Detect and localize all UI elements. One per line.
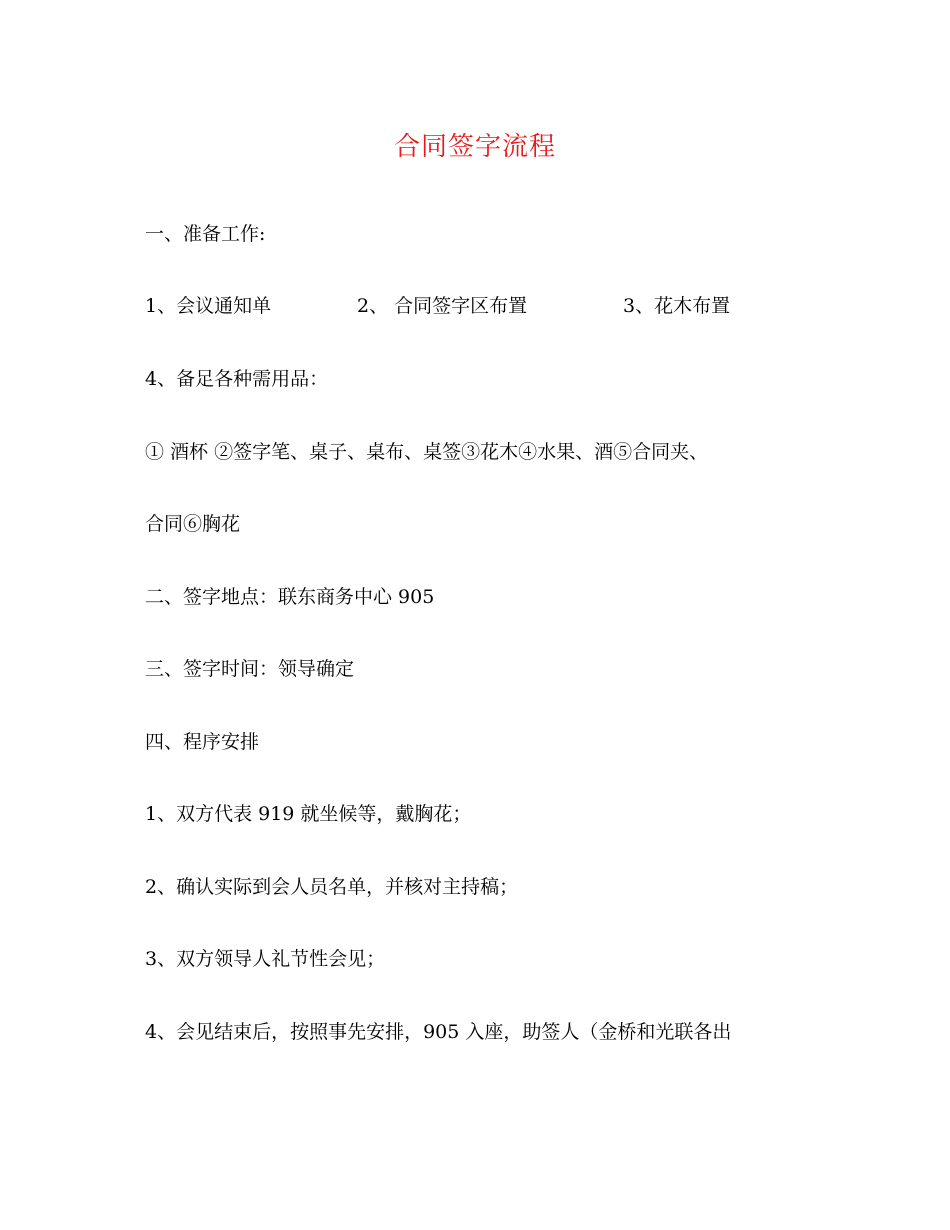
section-procedure-heading: 四、程序安排 — [145, 731, 260, 753]
document-title: 合同签字流程 — [393, 132, 556, 162]
section-prep-heading: 一、准备工作: — [145, 223, 266, 245]
prep-items-row — [145, 291, 805, 321]
procedure-step-2: 2、确认实际到会人员名单，并核对主持稿； — [145, 876, 519, 898]
supplies-list-line-2: 合同⑥胸花 — [145, 513, 241, 535]
supplies-heading: 4、备足各种需用品： — [145, 368, 329, 390]
signing-location: 二、签字地点：联东商务中心 905 — [145, 586, 435, 608]
prep-item-signing-area: 2、 合同签字区布置 — [357, 295, 528, 317]
prep-item-notice: 1、会议通知单 — [145, 295, 272, 317]
procedure-step-3: 3、双方领导人礼节性会见； — [145, 948, 386, 970]
procedure-step-4: 4、会见结束后，按照事先安排，905 入座，助签人（金桥和光联各出 — [145, 1021, 732, 1043]
procedure-step-1: 1、双方代表 919 就坐候等，戴胸花； — [145, 803, 472, 825]
signing-time: 三、签字时间：领导确定 — [145, 658, 355, 680]
prep-item-flowers: 3、花木布置 — [623, 295, 731, 317]
supplies-list-line-1: ① 酒杯 ②签字笔、桌子、桌布、桌签③花木④水果、酒⑤合同夹、 — [145, 441, 709, 463]
